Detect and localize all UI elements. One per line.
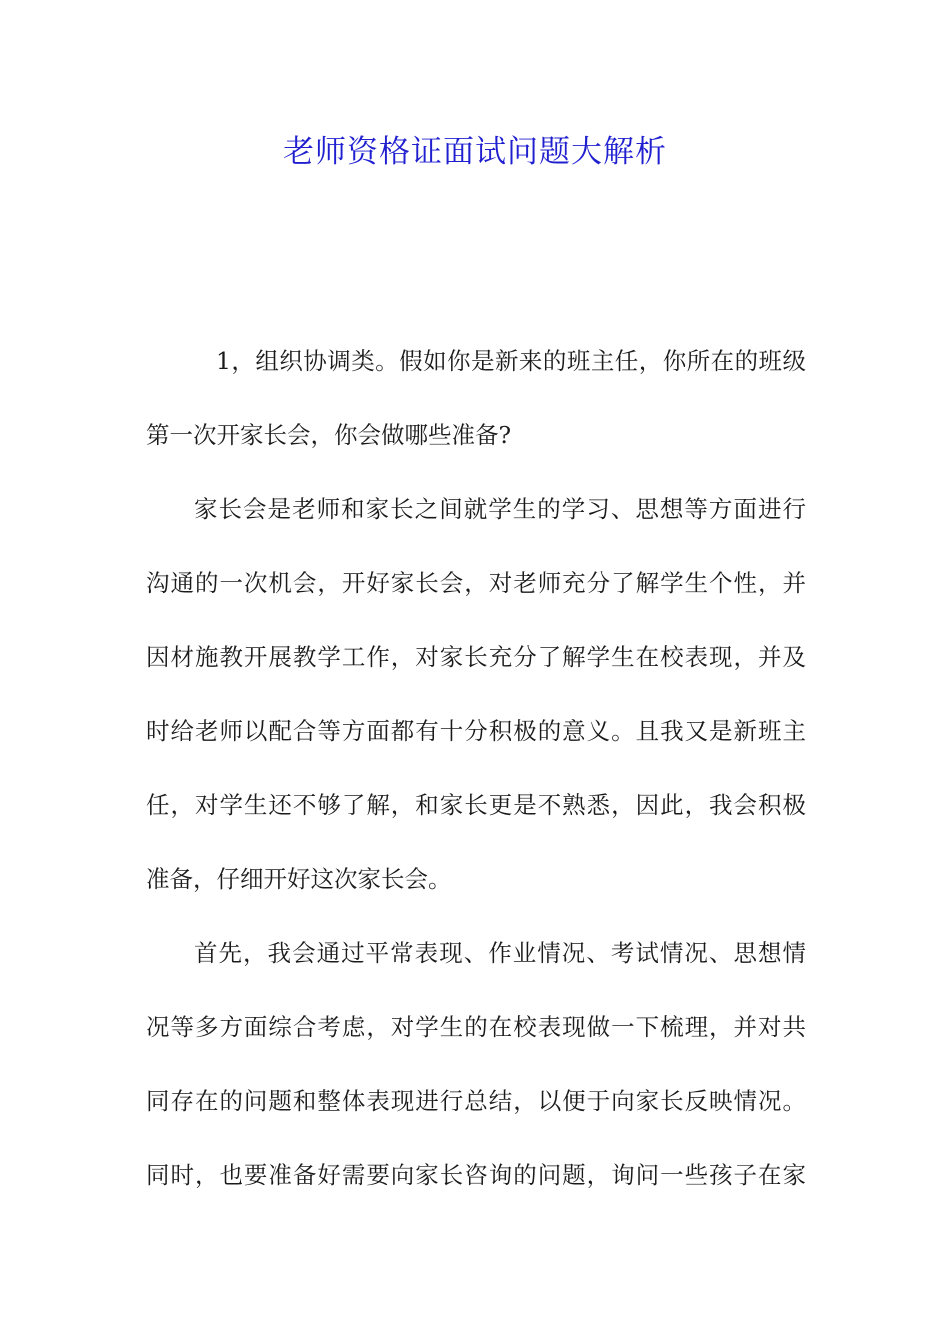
text-line: 第一次开家长会，你会做哪些准备? (146, 421, 512, 449)
text-line: 沟通的一次机会，开好家长会，对老师充分了解学生个性，并 (146, 569, 806, 597)
text-line: 1，组织协调类。假如你是新来的班主任，你所在的班级 (216, 347, 806, 375)
text-line: 同时，也要准备好需要向家长咨询的问题，询问一些孩子在家 (146, 1161, 806, 1189)
text-line: 同存在的问题和整体表现进行总结，以便于向家长反映情况。 (146, 1087, 806, 1115)
document-title: 老师资格证面试问题大解析 (283, 134, 667, 170)
text-line: 准备，仔细开好这次家长会。 (146, 865, 452, 893)
text-line: 因材施教开展教学工作，对家长充分了解学生在校表现，并及 (146, 643, 806, 671)
text-line: 首先，我会通过平常表现、作业情况、考试情况、思想情 (194, 939, 806, 967)
text-line: 任，对学生还不够了解，和家长更是不熟悉，因此，我会积极 (146, 791, 806, 819)
text-line: 家长会是老师和家长之间就学生的学习、思想等方面进行 (194, 495, 806, 523)
text-line: 况等多方面综合考虑，对学生的在校表现做一下梳理，并对共 (146, 1013, 806, 1041)
text-line: 时给老师以配合等方面都有十分积极的意义。且我又是新班主 (146, 717, 806, 745)
document-body (146, 334, 806, 1222)
